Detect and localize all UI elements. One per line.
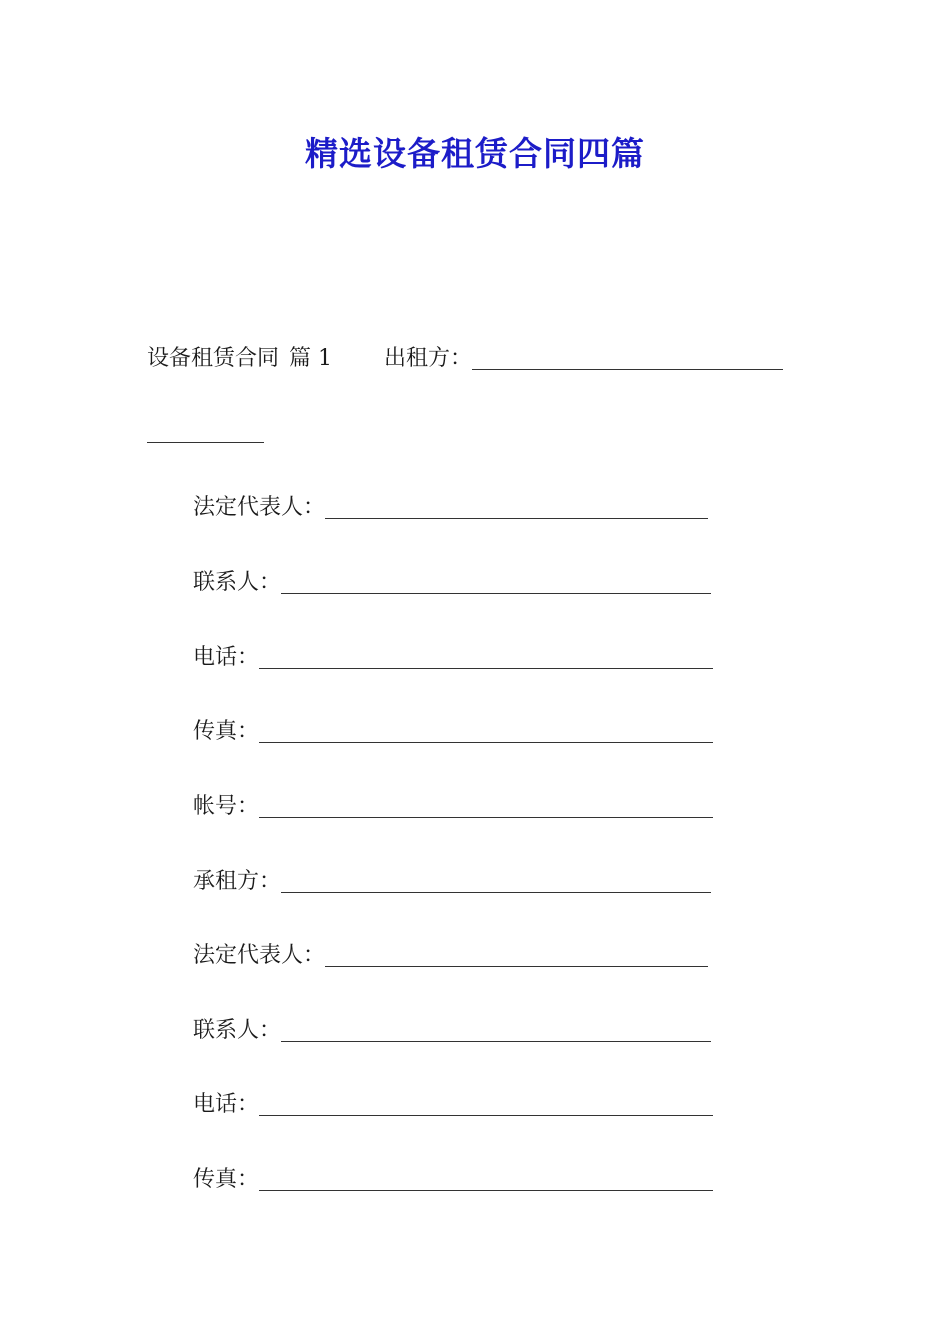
section-heading: 设备租赁合同	[147, 346, 280, 371]
field-label: 传真：	[193, 1167, 260, 1192]
field-label: 电话：	[193, 645, 260, 670]
form-field	[193, 1016, 711, 1046]
form-field	[193, 1165, 713, 1195]
field-label: 传真：	[193, 719, 260, 744]
lessor-blank[interactable]	[472, 347, 783, 370]
field-blank[interactable]	[259, 1093, 713, 1116]
form-field	[193, 568, 711, 598]
field-label: 法定代表人：	[193, 943, 326, 968]
field-blank[interactable]	[325, 496, 708, 519]
section-heading-row	[147, 344, 783, 374]
field-label: 法定代表人：	[193, 495, 326, 520]
field-blank[interactable]	[281, 1019, 711, 1042]
form-field	[193, 493, 708, 523]
field-label: 联系人：	[193, 570, 282, 595]
form-field	[193, 867, 711, 897]
field-blank[interactable]	[325, 944, 708, 967]
field-label: 帐号：	[193, 794, 260, 819]
field-blank[interactable]	[281, 571, 711, 594]
form-field	[193, 941, 708, 971]
field-blank[interactable]	[259, 1168, 713, 1191]
lessor-blank-continued[interactable]	[147, 442, 264, 443]
document-title: 精选设备租赁合同四篇	[305, 134, 645, 173]
form-field	[193, 717, 713, 747]
form-field	[193, 643, 713, 673]
form-field	[193, 1090, 713, 1120]
field-label: 联系人：	[193, 1018, 282, 1043]
field-blank[interactable]	[259, 720, 713, 743]
field-label: 电话：	[193, 1092, 260, 1117]
form-field	[193, 792, 713, 822]
field-label: 承租方：	[193, 869, 282, 894]
section-number: 篇 1	[289, 346, 333, 371]
field-blank[interactable]	[259, 646, 713, 669]
field-blank[interactable]	[259, 795, 713, 818]
field-blank[interactable]	[281, 870, 711, 893]
lessor-label: 出租方：	[384, 346, 473, 371]
